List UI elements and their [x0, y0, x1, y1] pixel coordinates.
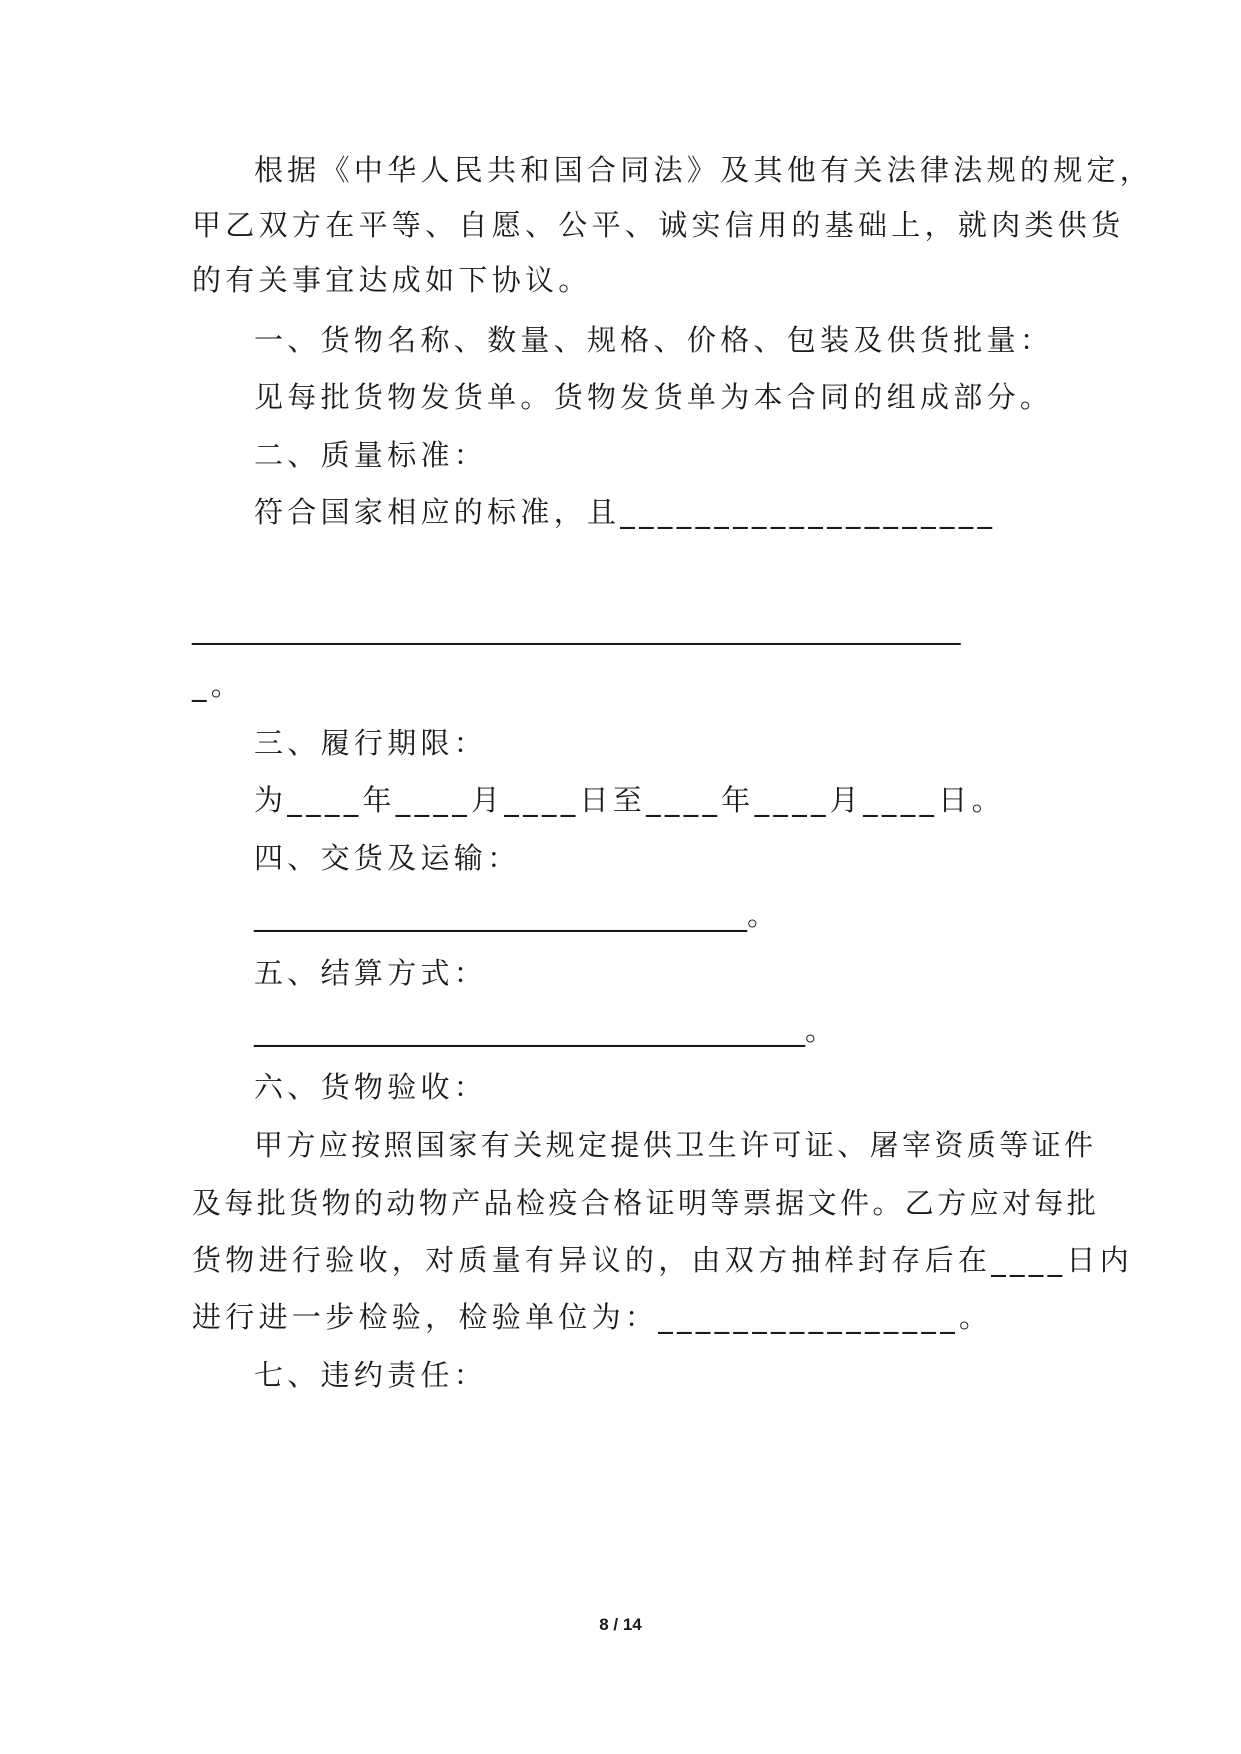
section-4-body: __________________________________。 — [254, 898, 777, 932]
section-2-body-line-1: 符合国家相应的标准，且____________________ — [254, 495, 997, 529]
section-2-body-end: _。 — [192, 668, 245, 702]
section-6-body-line-4: 进行进一步检验，检验单位为：________________。 — [192, 1300, 993, 1334]
section-3-body: 为____年____月____日至____年____月____日。 — [254, 783, 1005, 817]
section-1-heading: 一、货物名称、数量、规格、价格、包装及供货批量： — [254, 323, 1054, 357]
paragraph-intro-line-1: 根据《中华人民共和国合同法》及其他有关法律法规的规定， — [254, 153, 1154, 187]
section-6-body-line-3: 货物进行验收，对质量有异议的，由双方抽样封存后在____日内 — [192, 1243, 1134, 1277]
section-7-heading: 七、违约责任： — [254, 1358, 488, 1392]
section-5-body: ______________________________________。 — [254, 1013, 835, 1047]
section-6-body-line-1: 甲方应按照国家有关规定提供卫生许可证、屠宰资质等证件 — [254, 1128, 1097, 1162]
section-5-heading: 五、结算方式： — [254, 956, 488, 990]
page-number: 8 / 14 — [599, 1615, 642, 1634]
section-1-body: 见每批货物发货单。货物发货单为本合同的组成部分。 — [254, 380, 1054, 414]
paragraph-intro-line-3: 的有关事宜达成如下协议。 — [192, 263, 592, 297]
section-4-heading: 四、交货及运输： — [254, 841, 521, 875]
section-3-heading: 三、履行期限： — [254, 726, 488, 760]
section-6-heading: 六、货物验收： — [254, 1070, 488, 1104]
paragraph-intro-line-2: 甲乙双方在平等、自愿、公平、诚实信用的基础上，就肉类供货 — [192, 208, 1125, 242]
section-2-heading: 二、质量标准： — [254, 438, 488, 472]
section-6-body-line-2: 及每批货物的动物产品检疫合格证明等票据文件。乙方应对每批 — [192, 1186, 1100, 1220]
section-2-body-blank-line: _____________________________________________________ — [192, 611, 961, 645]
